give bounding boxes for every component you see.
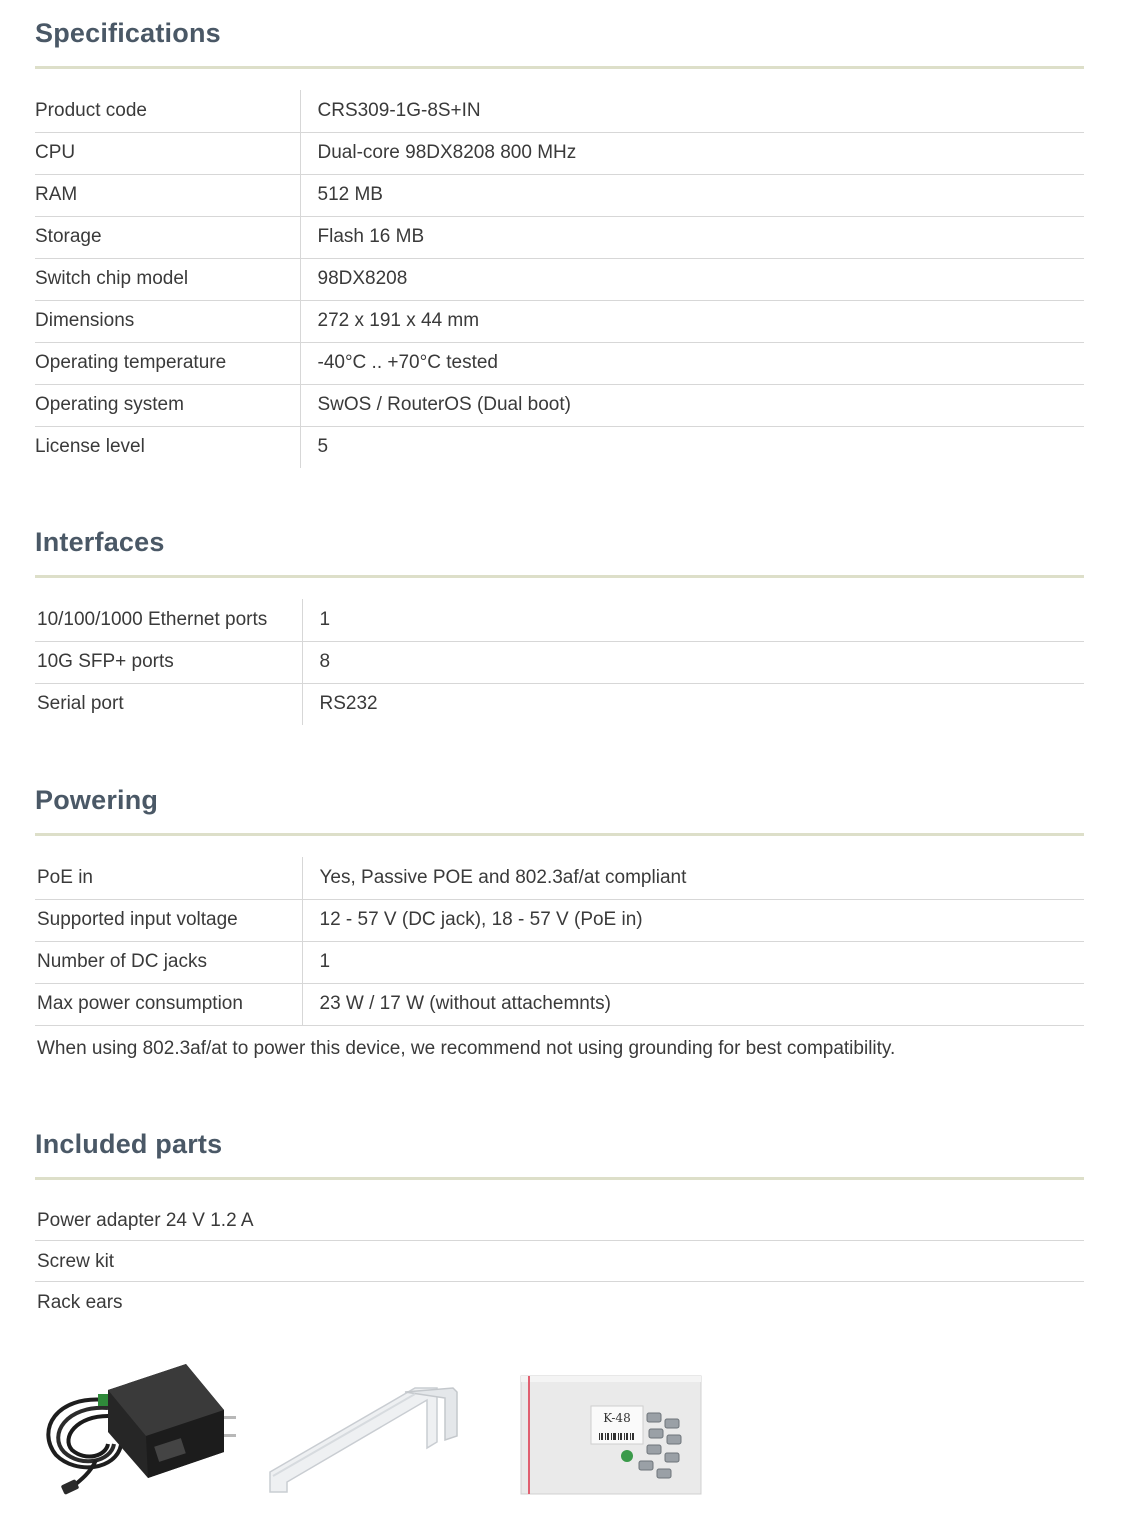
table-row (35, 899, 1084, 941)
row-label: License level (35, 426, 300, 468)
table-row (35, 683, 1084, 725)
interfaces-title: Interfaces (35, 527, 165, 557)
interfaces-table (35, 599, 1084, 725)
row-value: 272 x 191 x 44 mm (300, 300, 1084, 342)
interfaces-section (35, 527, 1084, 725)
row-value: CRS309-1G-8S+IN (300, 90, 1084, 132)
specifications-title: Specifications (35, 18, 221, 48)
row-label: Product code (35, 90, 300, 132)
section-divider (35, 1177, 1084, 1180)
specifications-section (35, 18, 1084, 468)
table-row (35, 300, 1084, 342)
row-label: 10/100/1000 Ethernet ports (35, 599, 302, 641)
row-label: Dimensions (35, 300, 300, 342)
row-label: 10G SFP+ ports (35, 641, 302, 683)
row-value: 512 MB (300, 174, 1084, 216)
row-label: Supported input voltage (35, 899, 302, 941)
table-row (35, 90, 1084, 132)
row-value: RS232 (319, 693, 378, 715)
row-label: Number of DC jacks (35, 941, 302, 983)
row-value: 1 (302, 941, 1084, 983)
table-row (35, 426, 1084, 468)
row-label: CPU (35, 132, 300, 174)
powering-section (35, 785, 1084, 1060)
row-label: Switch chip model (35, 258, 300, 300)
row-value: 98DX8208 (300, 258, 1084, 300)
powering-note: When using 802.3af/at to power this device, we recommend not using grounding for best compatibility. (37, 1037, 896, 1059)
specifications-table (35, 90, 1084, 468)
row-value: 5 (317, 436, 329, 458)
row-value: Yes, Passive POE and 802.3af/at compliant (302, 857, 1084, 899)
section-divider (35, 833, 1084, 836)
screw-bag-label: K-48 (603, 1411, 631, 1425)
rack-ears-image (265, 1380, 465, 1498)
row-value: -40°C .. +70°C tested (300, 342, 1084, 384)
table-row (35, 983, 1084, 1025)
table-row (35, 857, 1084, 899)
row-label: Serial port (35, 683, 302, 725)
row-value: Flash 16 MB (300, 216, 1084, 258)
list-item: Rack ears (37, 1292, 123, 1313)
row-value: 8 (302, 641, 1084, 683)
table-row (35, 342, 1084, 384)
included-parts-title: Included parts (35, 1129, 223, 1159)
table-row (35, 599, 1084, 641)
power-adapter-image (36, 1360, 236, 1500)
list-item: Power adapter 24 V 1.2 A (35, 1200, 1084, 1241)
powering-table (35, 857, 1084, 1026)
table-row (35, 641, 1084, 683)
row-value: Dual-core 98DX8208 800 MHz (300, 132, 1084, 174)
screw-kit-image (519, 1373, 703, 1497)
table-row (35, 258, 1084, 300)
table-row (35, 216, 1084, 258)
section-divider (35, 575, 1084, 578)
included-parts-section (35, 1129, 1084, 1323)
powering-title: Powering (35, 785, 159, 815)
table-row (35, 941, 1084, 983)
list-item: Screw kit (35, 1241, 1084, 1282)
row-label: Max power consumption (35, 983, 302, 1025)
row-value: 12 - 57 V (DC jack), 18 - 57 V (PoE in) (302, 899, 1084, 941)
row-label: RAM (35, 174, 300, 216)
table-row (35, 132, 1084, 174)
row-label: Operating temperature (35, 342, 300, 384)
table-row (35, 384, 1084, 426)
row-label: Operating system (35, 384, 300, 426)
table-row (35, 174, 1084, 216)
row-value: SwOS / RouterOS (Dual boot) (300, 384, 1084, 426)
row-label: PoE in (35, 857, 302, 899)
section-divider (35, 66, 1084, 69)
row-value: 1 (302, 599, 1084, 641)
included-parts-list (35, 1200, 1084, 1323)
row-value: 23 W / 17 W (without attachemnts) (302, 983, 1084, 1025)
row-label: Storage (35, 216, 300, 258)
